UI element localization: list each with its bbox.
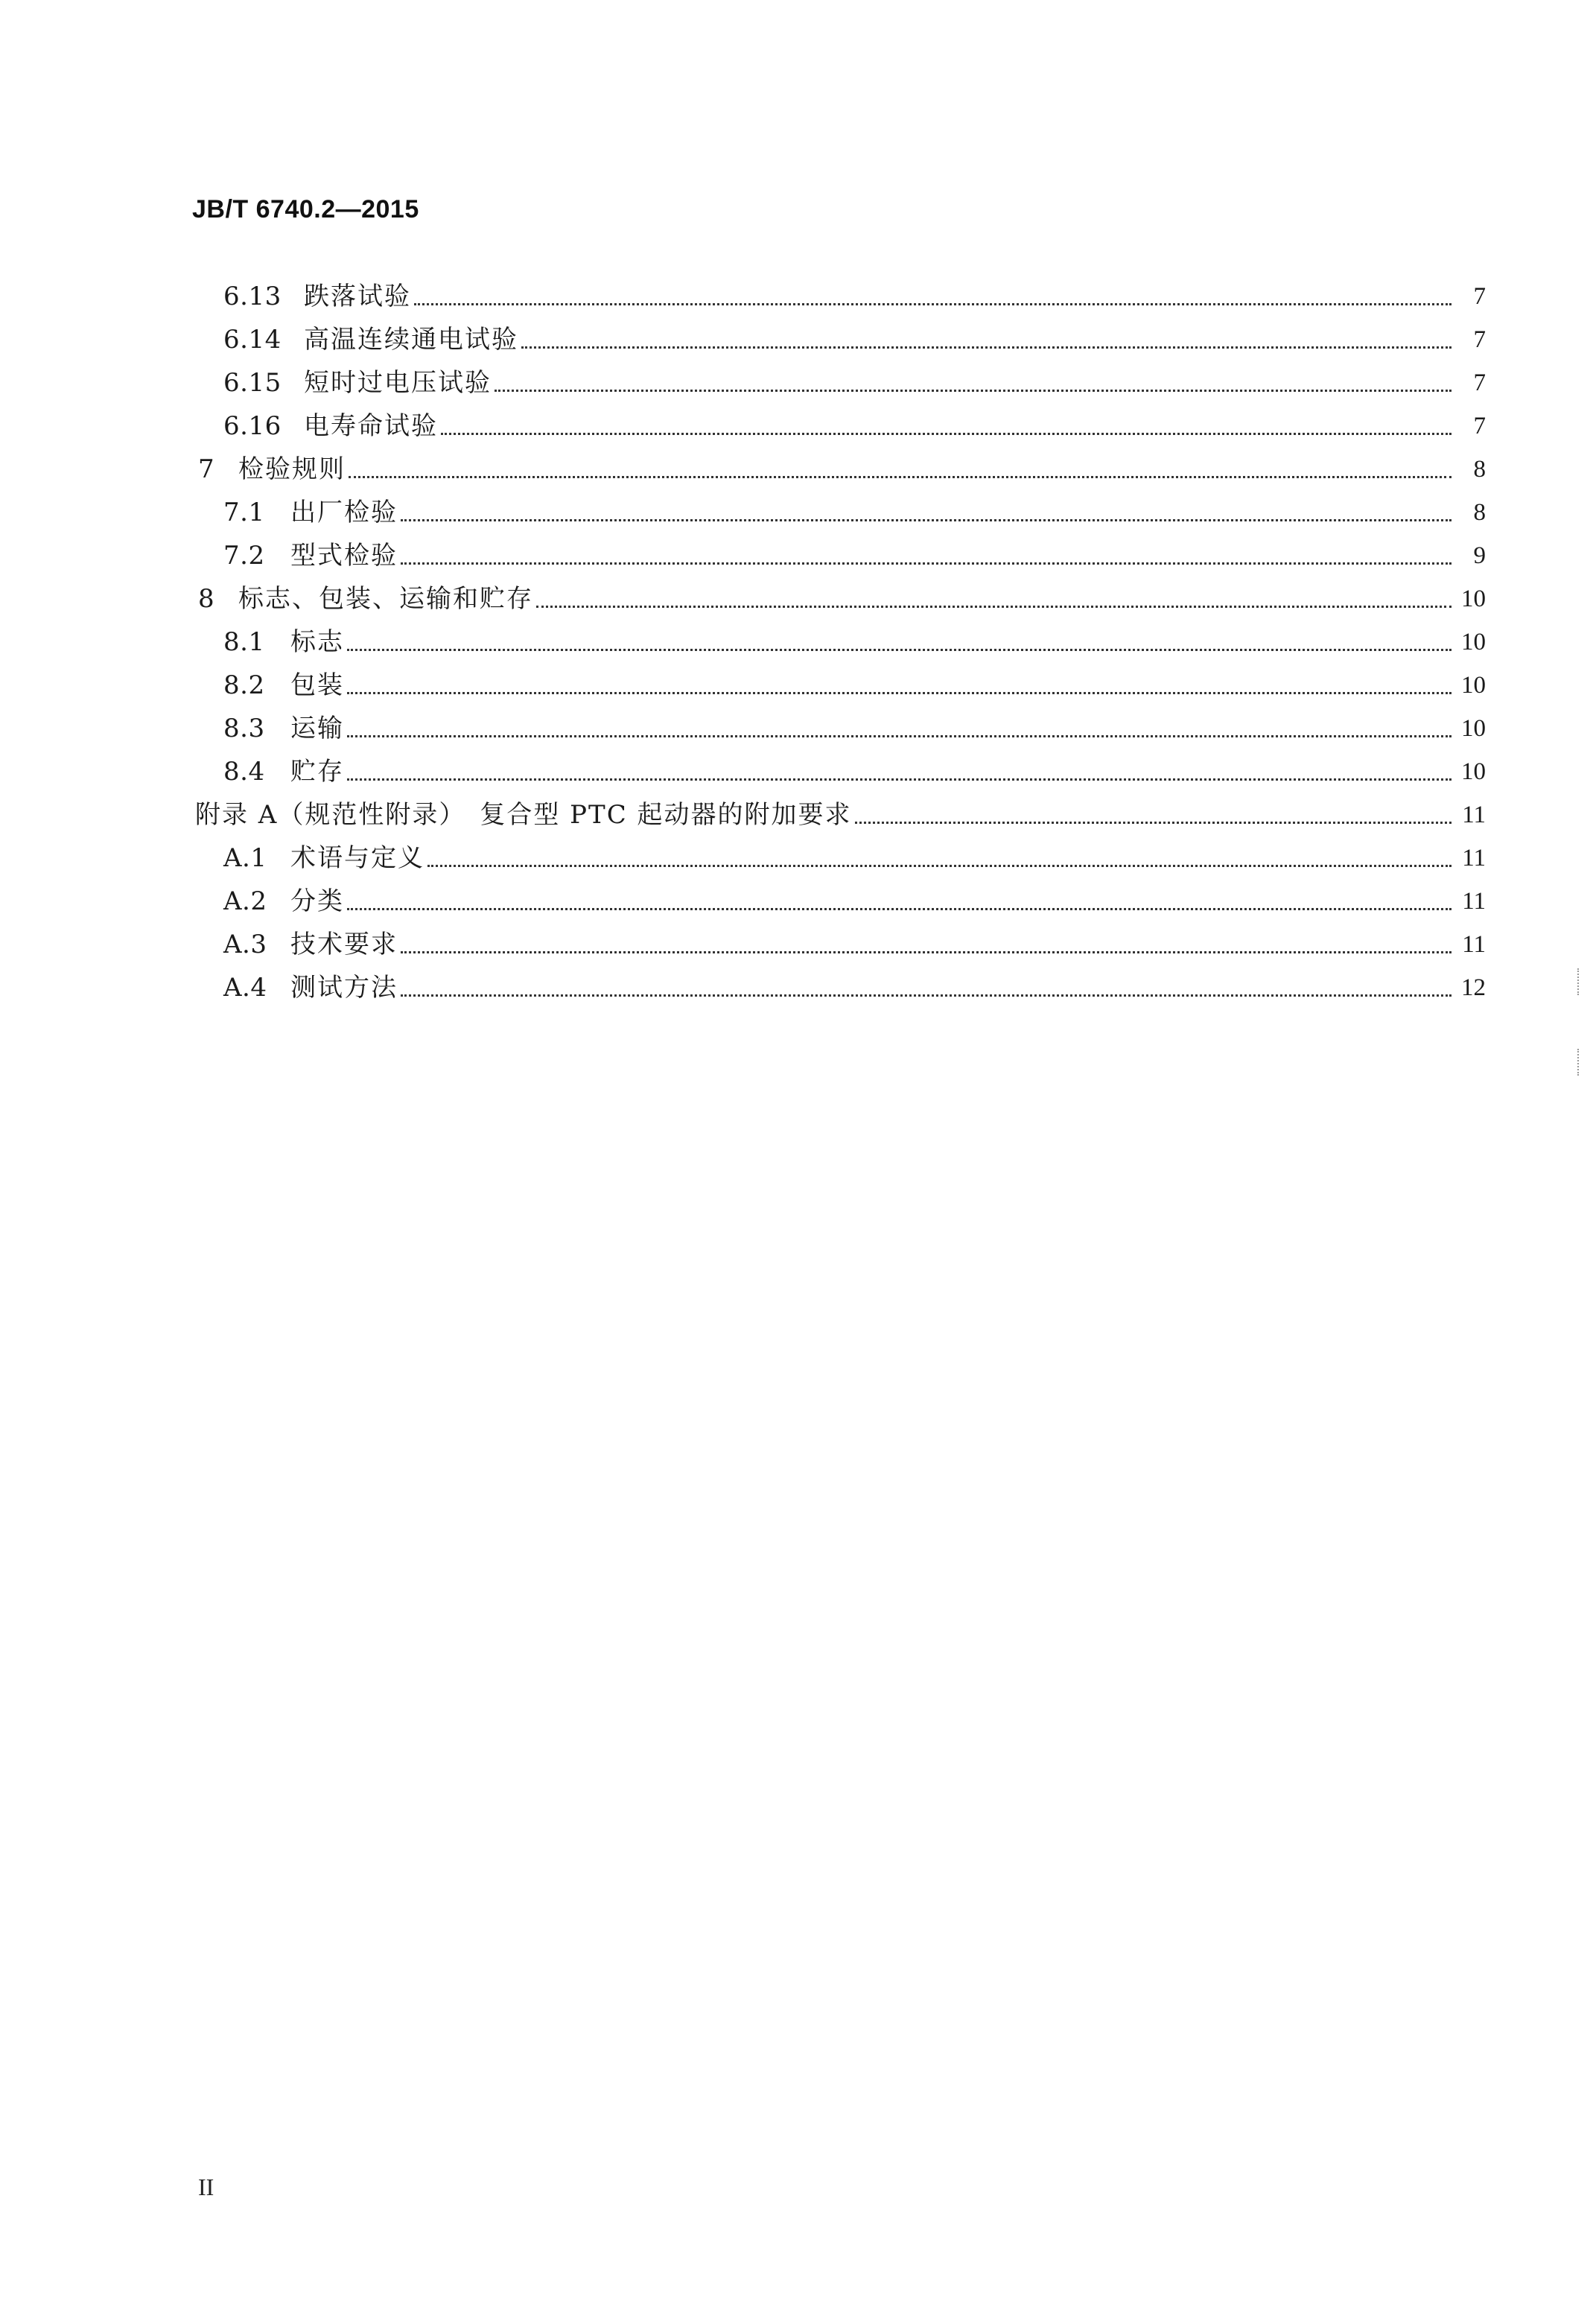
toc-entry-title: 附录 A（规范性附录） 复合型 PTC 起动器的附加要求 — [195, 800, 852, 830]
toc-entry[interactable] — [223, 404, 1486, 441]
toc-entry-title: 高温连续通电试验 — [304, 325, 518, 355]
toc-dot-leader — [401, 994, 1451, 997]
toc-entry-page: 7 — [1473, 413, 1486, 439]
toc-entry-page: 8 — [1473, 456, 1486, 483]
toc-dot-leader — [347, 649, 1451, 651]
toc-entry-number: A.2 — [223, 886, 267, 916]
toc-entry-page: 11 — [1462, 845, 1486, 872]
toc-entry-number: 8 — [198, 584, 215, 614]
toc-dot-leader — [347, 735, 1451, 737]
toc-dot-leader — [495, 390, 1451, 392]
toc-dot-leader — [347, 908, 1451, 910]
toc-entry[interactable] — [223, 965, 1486, 1003]
toc-dot-leader — [414, 303, 1451, 305]
toc-entry-title: 型式检验 — [290, 541, 398, 571]
toc-entry[interactable] — [223, 922, 1486, 959]
toc-dot-leader — [427, 865, 1451, 867]
toc-dot-leader — [349, 476, 1451, 478]
toc-entry[interactable] — [223, 706, 1486, 743]
toc-entry[interactable] — [223, 663, 1486, 700]
toc-entry-page: 7 — [1473, 369, 1486, 396]
page-number: II — [198, 2174, 214, 2200]
toc-entry-number: 6.15 — [223, 368, 282, 398]
toc-dot-leader — [401, 951, 1451, 953]
toc-dot-leader — [521, 346, 1451, 349]
toc-entry[interactable] — [223, 879, 1486, 916]
toc-entry[interactable] — [195, 793, 1486, 830]
toc-entry[interactable] — [223, 361, 1486, 398]
toc-entry-title: 分类 — [290, 886, 344, 916]
toc-entry-page: 10 — [1461, 585, 1486, 612]
toc-entry-page: 10 — [1461, 758, 1486, 785]
toc-entry-title: 电寿命试验 — [304, 411, 438, 441]
toc-entry-title: 包装 — [290, 670, 344, 700]
toc-entry-title: 贮存 — [290, 757, 344, 787]
toc-entry-number: 7.1 — [223, 498, 265, 527]
toc-entry-page: 10 — [1461, 672, 1486, 699]
toc-entry[interactable] — [223, 749, 1486, 787]
toc-entry-number: 8.2 — [223, 670, 265, 700]
toc-entry-page: 11 — [1462, 801, 1486, 828]
toc-entry-number: 8.1 — [223, 627, 265, 657]
toc-entry[interactable] — [223, 317, 1486, 355]
toc-entry-title: 技术要求 — [290, 930, 398, 959]
scan-artifact — [1577, 1049, 1581, 1076]
toc-entry-page: 10 — [1461, 715, 1486, 742]
toc-entry[interactable] — [223, 274, 1486, 311]
toc-entry-title: 检验规则 — [238, 454, 346, 484]
toc-entry-number: 7.2 — [223, 541, 265, 571]
toc-entry[interactable] — [223, 620, 1486, 657]
toc-dot-leader — [347, 778, 1451, 781]
standard-code-header: JB/T 6740.2—2015 — [192, 195, 419, 223]
toc-dot-leader — [441, 433, 1451, 435]
toc-entry-title: 标志 — [290, 627, 344, 657]
toc-entry-title: 标志、包装、运输和贮存 — [238, 584, 533, 614]
toc-dot-leader — [855, 822, 1451, 824]
toc-entry-page: 12 — [1461, 974, 1486, 1001]
toc-entry-number: A.1 — [223, 843, 267, 873]
toc-entry-title: 术语与定义 — [290, 843, 425, 873]
toc-entry[interactable] — [198, 577, 1486, 614]
toc-entry[interactable] — [223, 533, 1486, 571]
toc-entry[interactable] — [223, 836, 1486, 873]
toc-dot-leader — [347, 692, 1451, 694]
toc-entry-title: 短时过电压试验 — [304, 368, 492, 398]
toc-entry-page: 7 — [1473, 326, 1486, 353]
toc-entry-page: 10 — [1461, 629, 1486, 655]
toc-entry-title: 测试方法 — [290, 973, 398, 1003]
toc-entry-page: 9 — [1473, 542, 1486, 569]
toc-entry-page: 11 — [1462, 931, 1486, 958]
toc-entry-number: 8.3 — [223, 714, 265, 743]
toc-entry-number: A.3 — [223, 930, 267, 959]
toc-entry-title: 运输 — [290, 714, 344, 743]
toc-entry-page: 11 — [1462, 888, 1486, 915]
toc-entry-title: 跌落试验 — [304, 282, 411, 311]
toc-dot-leader — [536, 606, 1451, 608]
toc-entry-number: 8.4 — [223, 757, 265, 787]
toc-dot-leader — [401, 519, 1451, 521]
toc-entry-page: 7 — [1473, 283, 1486, 310]
scan-artifact — [1577, 968, 1581, 995]
toc-entry-title: 出厂检验 — [290, 498, 398, 527]
toc-entry-number: 7 — [198, 454, 215, 484]
toc-entry-number: 6.13 — [223, 282, 282, 311]
toc-entry-number: A.4 — [223, 973, 267, 1003]
toc-entry-page: 8 — [1473, 499, 1486, 526]
toc-entry[interactable] — [198, 447, 1486, 484]
toc-entry-number: 6.16 — [223, 411, 282, 441]
toc-dot-leader — [401, 562, 1451, 565]
toc-entry-number: 6.14 — [223, 325, 282, 355]
toc-entry[interactable] — [223, 490, 1486, 527]
